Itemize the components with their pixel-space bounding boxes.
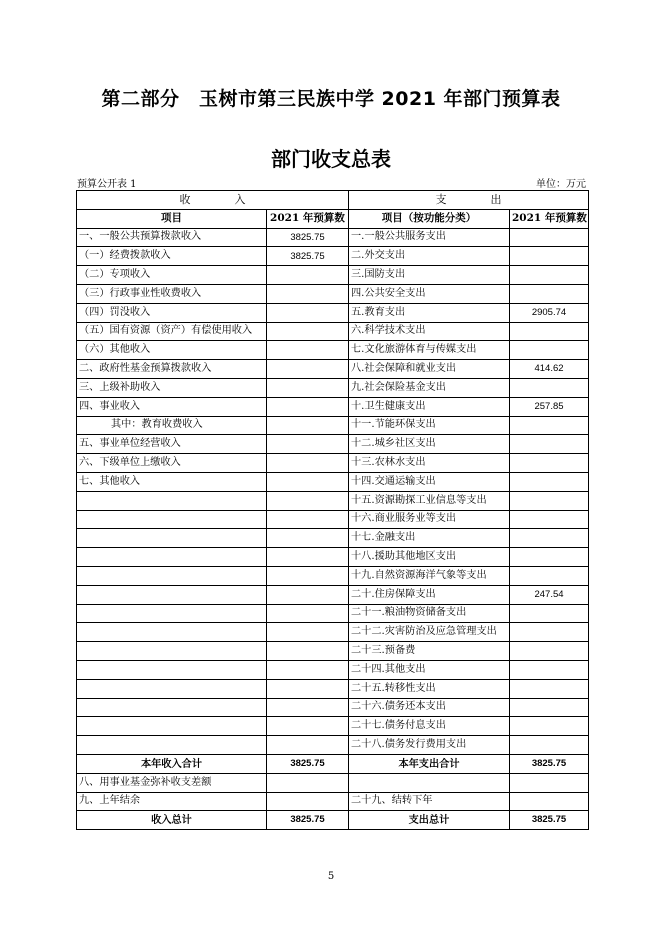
expense-value <box>510 228 589 247</box>
expense-value: 247.54 <box>510 585 589 604</box>
income-value: 3825.75 <box>267 247 349 266</box>
income-value <box>267 566 349 585</box>
income-value <box>267 717 349 736</box>
income-item: 一、一般公共预算拨款收入 <box>77 228 267 247</box>
expense-item: 十七.金融支出 <box>349 529 510 548</box>
expense-value <box>510 472 589 491</box>
income-value <box>267 773 349 792</box>
income-value <box>267 454 349 473</box>
income-value <box>267 322 349 341</box>
income-item <box>77 510 267 529</box>
expense-item: 二十四.其他支出 <box>349 660 510 679</box>
table-row <box>77 284 589 303</box>
income-item: 九、上年结余 <box>77 792 267 811</box>
table-row <box>77 548 589 567</box>
table-row <box>77 585 589 604</box>
income-value <box>267 548 349 567</box>
expense-value <box>510 679 589 698</box>
year-expense-total-value: 3825.75 <box>510 754 589 773</box>
page-number: 5 <box>327 871 335 882</box>
expense-value <box>510 247 589 266</box>
income-value <box>267 679 349 698</box>
table-id: 预算公开表 1 <box>77 179 137 190</box>
expense-value <box>510 660 589 679</box>
table-row <box>77 604 589 623</box>
income-section-header: 收 入 <box>77 191 349 210</box>
expense-value <box>510 284 589 303</box>
table-row <box>77 698 589 717</box>
year-income-total-label: 本年收入合计 <box>77 754 267 773</box>
expense-item: 七.文化旅游体育与传媒支出 <box>349 341 510 360</box>
income-value <box>267 698 349 717</box>
expense-item: 二十三.预备费 <box>349 642 510 661</box>
income-value <box>267 792 349 811</box>
table-row <box>77 247 589 266</box>
income-value <box>267 736 349 755</box>
income-item: 七、其他收入 <box>77 472 267 491</box>
expense-item: 三.国防支出 <box>349 266 510 285</box>
expense-value <box>510 341 589 360</box>
column-header-row <box>77 209 589 228</box>
income-item: （四）罚没收入 <box>77 303 267 322</box>
income-value <box>267 397 349 416</box>
income-value <box>267 341 349 360</box>
unit-label: 单位：万元 <box>536 179 586 190</box>
table-title: 部门收支总表 <box>271 147 391 171</box>
income-value <box>267 416 349 435</box>
page-title: 第二部分 玉树市第三民族中学 2021 年部门预算表 <box>101 88 561 110</box>
table-row <box>77 454 589 473</box>
income-value <box>267 491 349 510</box>
expense-item: 四.公共安全支出 <box>349 284 510 303</box>
expense-value: 257.85 <box>510 397 589 416</box>
expense-value <box>510 792 589 811</box>
expense-item: 十九.自然资源海洋气象等支出 <box>349 566 510 585</box>
grand-income-total-label: 收入总计 <box>77 811 267 830</box>
table-row <box>77 341 589 360</box>
expense-value <box>510 773 589 792</box>
income-value <box>267 623 349 642</box>
income-item <box>77 679 267 698</box>
budget-table <box>76 190 589 830</box>
income-value <box>267 642 349 661</box>
expense-value <box>510 642 589 661</box>
expense-value <box>510 566 589 585</box>
expense-item: 二十.住房保障支出 <box>349 585 510 604</box>
year-expense-total-label: 本年支出合计 <box>349 754 510 773</box>
expense-item: 二十一.粮油物资储备支出 <box>349 604 510 623</box>
table-row <box>77 397 589 416</box>
income-value <box>267 510 349 529</box>
expense-item: 二.外交支出 <box>349 247 510 266</box>
grand-expense-total-label: 支出总计 <box>349 811 510 830</box>
income-value <box>267 303 349 322</box>
income-value <box>267 266 349 285</box>
expense-value <box>510 529 589 548</box>
expense-value <box>510 510 589 529</box>
income-item <box>77 717 267 736</box>
income-item: 六、下级单位上缴收入 <box>77 454 267 473</box>
income-item: 其中：教育收费收入 <box>77 416 267 435</box>
expense-item: 十三.农林水支出 <box>349 454 510 473</box>
income-value <box>267 360 349 379</box>
expense-item: 二十五.转移性支出 <box>349 679 510 698</box>
expense-value <box>510 623 589 642</box>
table-row <box>77 303 589 322</box>
expense-item: 十一.节能环保支出 <box>349 416 510 435</box>
table-row <box>77 435 589 454</box>
table-row <box>77 792 589 811</box>
income-item <box>77 698 267 717</box>
expense-item: 二十二.灾害防治及应急管理支出 <box>349 623 510 642</box>
table-row <box>77 736 589 755</box>
income-item: 四、事业收入 <box>77 397 267 416</box>
expense-value <box>510 416 589 435</box>
expense-value: 2905.74 <box>510 303 589 322</box>
income-value <box>267 529 349 548</box>
income-item: （三）行政事业性收费收入 <box>77 284 267 303</box>
table-row <box>77 266 589 285</box>
expense-item: 八.社会保障和就业支出 <box>349 360 510 379</box>
table-row <box>77 660 589 679</box>
income-item: 三、上级补助收入 <box>77 378 267 397</box>
expense-value <box>510 548 589 567</box>
grand-total-row <box>77 811 589 830</box>
expense-value <box>510 717 589 736</box>
col-header-budget: 2021 年预算数 <box>267 209 349 228</box>
expense-value <box>510 491 589 510</box>
income-item: （六）其他收入 <box>77 341 267 360</box>
col-header-budget2: 2021 年预算数 <box>510 209 589 228</box>
table-row <box>77 679 589 698</box>
expense-value <box>510 378 589 397</box>
income-item: （五）国有资源（资产）有偿使用收入 <box>77 322 267 341</box>
expense-item: 十八.援助其他地区支出 <box>349 548 510 567</box>
expense-value <box>510 736 589 755</box>
income-item <box>77 548 267 567</box>
income-item: （一）经费拨款收入 <box>77 247 267 266</box>
income-item: 五、事业单位经营收入 <box>77 435 267 454</box>
income-value: 3825.75 <box>267 228 349 247</box>
income-item <box>77 491 267 510</box>
income-value <box>267 660 349 679</box>
expense-item: 二十九、结转下年 <box>349 792 510 811</box>
grand-income-total-value: 3825.75 <box>267 811 349 830</box>
table-row <box>77 472 589 491</box>
income-item <box>77 604 267 623</box>
income-item <box>77 623 267 642</box>
expense-value <box>510 454 589 473</box>
table-row <box>77 529 589 548</box>
expense-item: 九.社会保险基金支出 <box>349 378 510 397</box>
income-item <box>77 529 267 548</box>
expense-value <box>510 266 589 285</box>
table-row <box>77 322 589 341</box>
expense-item: 十.卫生健康支出 <box>349 397 510 416</box>
income-value <box>267 435 349 454</box>
expense-item: 十二.城乡社区支出 <box>349 435 510 454</box>
income-item <box>77 585 267 604</box>
expense-item: 十四.交通运输支出 <box>349 472 510 491</box>
income-value <box>267 604 349 623</box>
income-value <box>267 378 349 397</box>
expense-item: 五.教育支出 <box>349 303 510 322</box>
income-item <box>77 736 267 755</box>
expense-value <box>510 435 589 454</box>
income-item <box>77 642 267 661</box>
expense-value: 414.62 <box>510 360 589 379</box>
expense-item: 一.一般公共服务支出 <box>349 228 510 247</box>
expense-item: 十六.商业服务业等支出 <box>349 510 510 529</box>
expense-item: 十五.资源勘探工业信息等支出 <box>349 491 510 510</box>
income-item: 二、政府性基金预算拨款收入 <box>77 360 267 379</box>
year-income-total-value: 3825.75 <box>267 754 349 773</box>
table-row <box>77 566 589 585</box>
expense-item: 二十七.债务付息支出 <box>349 717 510 736</box>
income-item <box>77 660 267 679</box>
table-row <box>77 510 589 529</box>
section-header-row <box>77 191 589 210</box>
expense-item: 二十六.债务还本支出 <box>349 698 510 717</box>
expense-item: 二十八.债务发行费用支出 <box>349 736 510 755</box>
col-header-item-func: 项目（按功能分类） <box>349 209 510 228</box>
income-item: （二）专项收入 <box>77 266 267 285</box>
expense-value <box>510 604 589 623</box>
income-value <box>267 284 349 303</box>
expense-value <box>510 322 589 341</box>
income-value <box>267 472 349 491</box>
table-row <box>77 491 589 510</box>
expense-value <box>510 698 589 717</box>
expense-item <box>349 773 510 792</box>
grand-expense-total-value: 3825.75 <box>510 811 589 830</box>
table-row <box>77 642 589 661</box>
table-row <box>77 416 589 435</box>
col-header-item: 项目 <box>77 209 267 228</box>
income-value <box>267 585 349 604</box>
expense-item: 六.科学技术支出 <box>349 322 510 341</box>
table-row <box>77 378 589 397</box>
expense-section-header: 支 出 <box>349 191 589 210</box>
table-row <box>77 717 589 736</box>
table-row <box>77 623 589 642</box>
income-item: 八、用事业基金弥补收支差额 <box>77 773 267 792</box>
table-row <box>77 773 589 792</box>
year-total-row <box>77 754 589 773</box>
table-row <box>77 360 589 379</box>
income-item <box>77 566 267 585</box>
table-row <box>77 228 589 247</box>
